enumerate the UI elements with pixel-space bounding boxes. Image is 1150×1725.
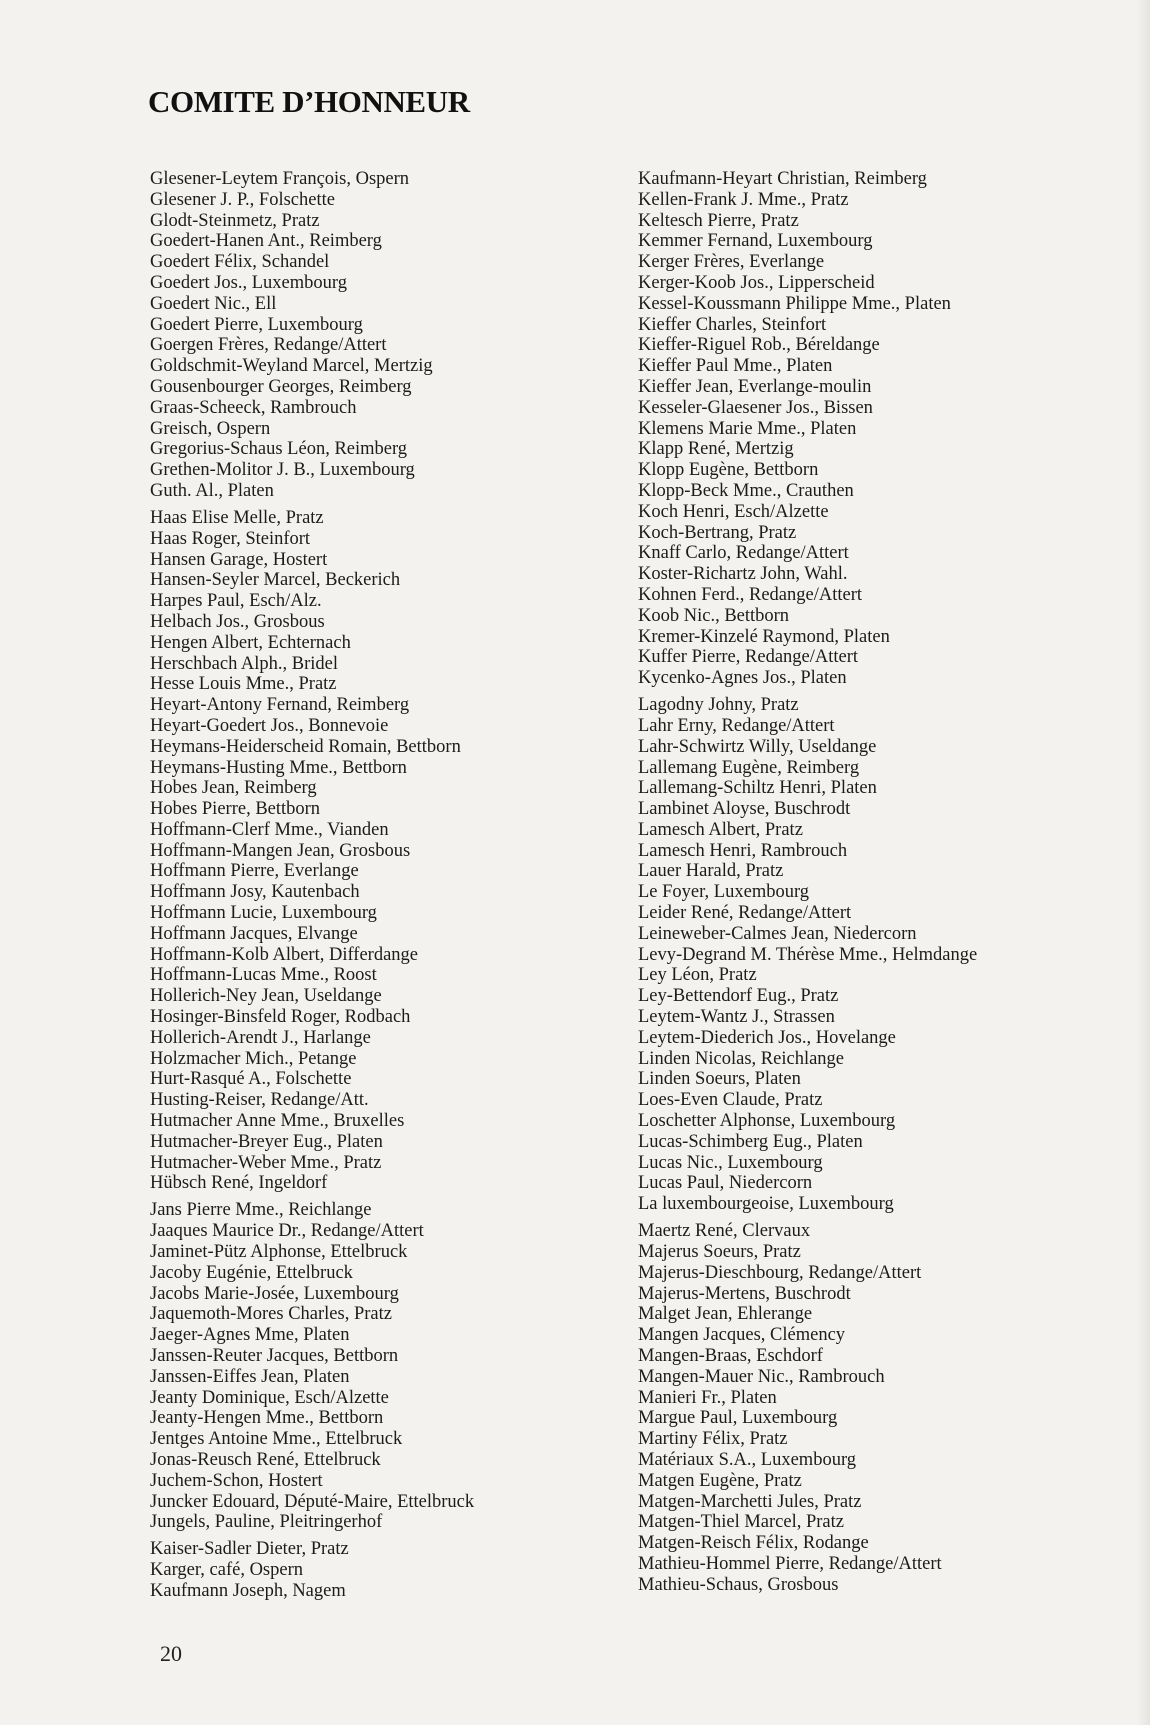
list-entry: Goedert-Hanen Ant., Reimberg	[150, 231, 382, 252]
list-entry: Klopp Eugène, Bettborn	[638, 460, 819, 481]
list-entry: Guth. Al., Platen	[150, 480, 274, 501]
right-column	[638, 169, 1118, 1602]
list-entry: Hansen-Seyler Marcel, Beckerich	[150, 570, 401, 591]
list-entry: Hoffmann Josy, Kautenbach	[150, 882, 360, 903]
list-entry: Lucas Nic., Luxembourg	[638, 1152, 823, 1173]
list-entry: Kieffer Jean, Everlange-moulin	[638, 376, 872, 397]
name-group	[150, 1200, 610, 1533]
list-entry: Hutmacher-Weber Mme., Pratz	[150, 1152, 382, 1173]
list-entry: Goedert Nic., Ell	[150, 293, 277, 314]
list-entry: Kellen-Frank J. Mme., Pratz	[638, 189, 849, 210]
list-entry: Kuffer Pierre, Redange/Attert	[638, 647, 859, 668]
page-number: 20	[160, 1641, 182, 1666]
list-entry: Maertz René, Clervaux	[638, 1221, 811, 1242]
list-entry: Kremer-Kinzelé Raymond, Platen	[638, 626, 890, 647]
list-entry: Lambinet Aloyse, Buschrodt	[638, 799, 851, 820]
list-entry: Jonas-Reusch René, Ettelbruck	[150, 1449, 381, 1470]
list-entry: Jaminet-Pütz Alphonse, Ettelbruck	[150, 1242, 408, 1263]
list-entry: Kaufmann-Heyart Christian, Reimberg	[638, 169, 927, 189]
page-title: COMITE D’HONNEUR	[148, 84, 470, 119]
list-entry: Klemens Marie Mme., Platen	[638, 418, 857, 439]
list-entry: Lahr-Schwirtz Willy, Useldange	[638, 736, 877, 757]
list-entry: Majerus-Mertens, Buschrodt	[638, 1283, 851, 1304]
list-entry: Matgen Eugène, Pratz	[638, 1470, 802, 1491]
list-entry: Goldschmit-Weyland Marcel, Mertzig	[150, 356, 433, 377]
list-entry: Hoffmann-Clerf Mme., Vianden	[150, 819, 389, 840]
list-entry: Kesseler-Glaesener Jos., Bissen	[638, 397, 873, 418]
list-entry: Jans Pierre Mme., Reichlange	[150, 1200, 372, 1221]
list-entry: Loschetter Alphonse, Luxembourg	[638, 1111, 896, 1132]
list-entry: Lagodny Johny, Pratz	[638, 695, 799, 716]
name-group	[150, 1539, 610, 1601]
list-entry: Jaeger-Agnes Mme, Platen	[150, 1325, 350, 1346]
list-entry: Goergen Frères, Redange/Attert	[150, 335, 387, 356]
list-entry: Greisch, Ospern	[150, 418, 271, 439]
list-entry: Hengen Albert, Echternach	[150, 632, 351, 653]
page-edge-shadow	[1136, 0, 1150, 1725]
list-entry: Leytem-Diederich Jos., Hovelange	[638, 1027, 896, 1048]
list-entry: Koch-Bertrang, Pratz	[638, 522, 797, 543]
list-entry: Martiny Félix, Pratz	[638, 1429, 788, 1450]
list-entry: Hoffmann-Lucas Mme., Roost	[150, 965, 377, 986]
list-entry: Koob Nic., Bettborn	[638, 605, 790, 626]
list-entry: Keltesch Pierre, Pratz	[638, 210, 799, 231]
list-entry: Hobes Jean, Reimberg	[150, 778, 317, 799]
list-entry: Koch Henri, Esch/Alzette	[638, 501, 829, 522]
left-column	[150, 169, 610, 1608]
list-entry: Hutmacher-Breyer Eug., Platen	[150, 1131, 383, 1152]
list-entry: Kerger-Koob Jos., Lipperscheid	[638, 272, 875, 293]
list-entry: Jacoby Eugénie, Ettelbruck	[150, 1262, 353, 1283]
list-entry: Hutmacher Anne Mme., Bruxelles	[150, 1111, 405, 1132]
list-entry: Hoffmann Jacques, Elvange	[150, 923, 358, 944]
list-entry: La luxembourgeoise, Luxembourg	[638, 1194, 894, 1215]
list-entry: Hollerich-Ney Jean, Useldange	[150, 986, 382, 1007]
list-entry: Leytem-Wantz J., Strassen	[638, 1007, 835, 1028]
list-entry: Hobes Pierre, Bettborn	[150, 799, 321, 820]
list-entry: Mangen-Mauer Nic., Rambrouch	[638, 1366, 885, 1387]
list-entry: Heymans-Heiderscheid Romain, Bettborn	[150, 736, 461, 757]
list-entry: Jungels, Pauline, Pleitringerhof	[150, 1512, 383, 1533]
list-entry: Holzmacher Mich., Petange	[150, 1048, 357, 1069]
list-entry: Kaiser-Sadler Dieter, Pratz	[150, 1539, 349, 1560]
list-entry: Matériaux S.A., Luxembourg	[638, 1449, 857, 1470]
list-entry: Matgen-Reisch Félix, Rodange	[638, 1533, 869, 1554]
name-group	[638, 1221, 1118, 1595]
list-entry: Harpes Paul, Esch/Alz.	[150, 591, 322, 612]
list-entry: Klapp René, Mertzig	[638, 439, 794, 460]
list-entry: Kieffer-Riguel Rob., Béreldange	[638, 335, 880, 356]
list-entry: Lucas Paul, Niedercorn	[638, 1173, 813, 1194]
list-entry: Ley-Bettendorf Eug., Pratz	[638, 986, 839, 1007]
list-entry: Juchem-Schon, Hostert	[150, 1470, 323, 1491]
list-entry: Linden Soeurs, Platen	[638, 1069, 801, 1090]
list-entry: Kieffer Charles, Steinfort	[638, 314, 827, 335]
list-entry: Glesener J. P., Folschette	[150, 189, 335, 210]
list-entry: Janssen-Eiffes Jean, Platen	[150, 1366, 350, 1387]
list-entry: Hurt-Rasqué A., Folschette	[150, 1069, 352, 1090]
list-entry: Manieri Fr., Platen	[638, 1387, 777, 1408]
list-entry: Malget Jean, Ehlerange	[638, 1304, 813, 1325]
list-entry: Hansen Garage, Hostert	[150, 549, 328, 570]
list-entry: Kycenko-Agnes Jos., Platen	[638, 668, 847, 689]
list-entry: Mathieu-Hommel Pierre, Redange/Attert	[638, 1553, 942, 1574]
list-entry: Haas Roger, Steinfort	[150, 528, 311, 549]
list-entry: Knaff Carlo, Redange/Attert	[638, 543, 849, 564]
list-entry: Matgen-Thiel Marcel, Pratz	[638, 1512, 844, 1533]
list-entry: Hoffmann Pierre, Everlange	[150, 861, 359, 882]
list-entry: Jentges Antoine Mme., Ettelbruck	[150, 1429, 403, 1450]
name-group	[638, 695, 1118, 1215]
list-entry: Janssen-Reuter Jacques, Bettborn	[150, 1346, 399, 1366]
list-entry: Lallemang Eugène, Reimberg	[638, 757, 860, 778]
list-entry: Hoffmann Lucie, Luxembourg	[150, 903, 377, 924]
list-entry: Mangen Jacques, Clémency	[638, 1325, 846, 1346]
list-entry: Karger, café, Ospern	[150, 1560, 304, 1581]
name-group	[150, 169, 610, 502]
name-group	[638, 169, 1118, 689]
list-entry: Goedert Pierre, Luxembourg	[150, 314, 363, 335]
list-entry: Koster-Richartz John, Wahl.	[638, 564, 848, 585]
list-entry: Lallemang-Schiltz Henri, Platen	[638, 778, 877, 799]
list-entry: Helbach Jos., Grosbous	[150, 611, 325, 632]
list-entry: Lucas-Schimberg Eug., Platen	[638, 1131, 863, 1152]
list-entry: Goedert Félix, Schandel	[150, 252, 330, 273]
list-entry: Kessel-Koussmann Philippe Mme., Platen	[638, 293, 951, 314]
list-entry: Hoffmann-Mangen Jean, Grosbous	[150, 840, 411, 861]
list-entry: Lamesch Albert, Pratz	[638, 819, 803, 840]
list-entry: Kaufmann Joseph, Nagem	[150, 1580, 346, 1601]
list-entry: Juncker Edouard, Député-Maire, Ettelbruck	[150, 1491, 475, 1512]
list-entry: Le Foyer, Luxembourg	[638, 882, 810, 903]
list-entry: Heyart-Goedert Jos., Bonnevoie	[150, 715, 389, 736]
list-entry: Gregorius-Schaus Léon, Reimberg	[150, 439, 408, 460]
list-entry: Glesener-Leytem François, Ospern	[150, 169, 410, 189]
list-entry: Hollerich-Arendt J., Harlange	[150, 1027, 371, 1048]
list-entry: Jeanty-Hengen Mme., Bettborn	[150, 1408, 384, 1429]
list-entry: Jeanty Dominique, Esch/Alzette	[150, 1387, 389, 1408]
list-entry: Hesse Louis Mme., Pratz	[150, 674, 337, 695]
list-entry: Grethen-Molitor J. B., Luxembourg	[150, 460, 415, 481]
list-entry: Hosinger-Binsfeld Roger, Rodbach	[150, 1007, 411, 1028]
list-entry: Kerger Frères, Everlange	[638, 252, 825, 273]
list-entry: Lamesch Henri, Rambrouch	[638, 840, 848, 861]
list-entry: Majerus-Dieschbourg, Redange/Attert	[638, 1262, 922, 1283]
list-entry: Leider René, Redange/Attert	[638, 903, 852, 924]
list-entry: Kieffer Paul Mme., Platen	[638, 356, 833, 377]
list-entry: Ley Léon, Pratz	[638, 965, 757, 986]
list-entry: Levy-Degrand M. Thérèse Mme., Helmdange	[638, 944, 978, 965]
list-entry: Gousenbourger Georges, Reimberg	[150, 376, 412, 397]
list-entry: Kemmer Fernand, Luxembourg	[638, 231, 873, 252]
list-entry: Goedert Jos., Luxembourg	[150, 272, 347, 293]
list-entry: Majerus Soeurs, Pratz	[638, 1242, 801, 1263]
list-entry: Herschbach Alph., Bridel	[150, 653, 339, 674]
list-entry: Margue Paul, Luxembourg	[638, 1408, 838, 1429]
list-entry: Leineweber-Calmes Jean, Niedercorn	[638, 923, 917, 944]
list-entry: Hübsch René, Ingeldorf	[150, 1173, 328, 1194]
list-entry: Heymans-Husting Mme., Bettborn	[150, 757, 407, 778]
list-entry: Mathieu-Schaus, Grosbous	[638, 1574, 839, 1595]
name-group	[150, 508, 610, 1194]
list-entry: Jaaques Maurice Dr., Redange/Attert	[150, 1221, 424, 1242]
list-entry: Matgen-Marchetti Jules, Pratz	[638, 1491, 862, 1512]
list-entry: Kohnen Ferd., Redange/Attert	[638, 584, 862, 605]
list-entry: Lahr Erny, Redange/Attert	[638, 715, 835, 736]
list-entry: Haas Elise Melle, Pratz	[150, 507, 324, 528]
list-entry: Mangen-Braas, Eschdorf	[638, 1346, 823, 1366]
list-entry: Jacobs Marie-Josée, Luxembourg	[150, 1283, 399, 1304]
list-entry: Hoffmann-Kolb Albert, Differdange	[150, 944, 419, 965]
list-entry: Klopp-Beck Mme., Crauthen	[638, 480, 854, 501]
list-entry: Loes-Even Claude, Pratz	[638, 1090, 823, 1111]
list-entry: Heyart-Antony Fernand, Reimberg	[150, 695, 410, 716]
list-entry: Glodt-Steinmetz, Pratz	[150, 210, 320, 231]
list-entry: Lauer Harald, Pratz	[638, 861, 784, 882]
list-entry: Linden Nicolas, Reichlange	[638, 1048, 845, 1069]
list-entry: Jaquemoth-Mores Charles, Pratz	[150, 1304, 392, 1325]
list-entry: Graas-Scheeck, Rambrouch	[150, 397, 357, 418]
list-entry: Husting-Reiser, Redange/Att.	[150, 1090, 369, 1111]
